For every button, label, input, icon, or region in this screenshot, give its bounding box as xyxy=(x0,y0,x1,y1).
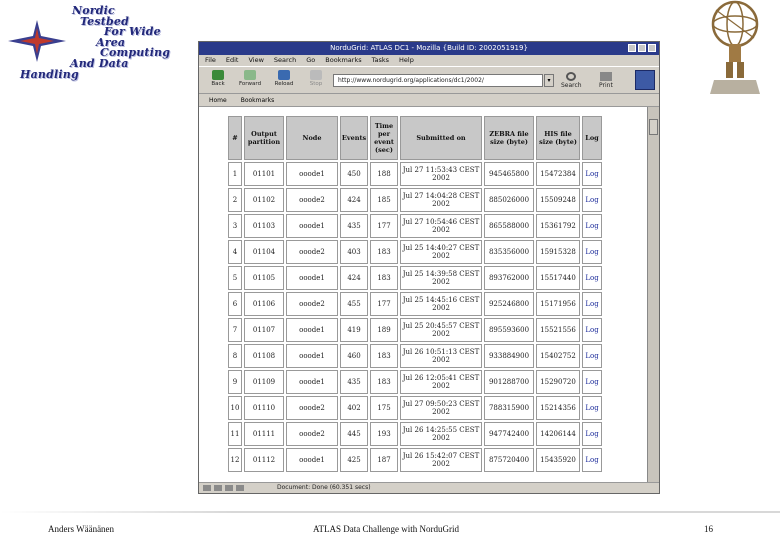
stop-icon xyxy=(310,70,322,80)
table-cell: 925246800 xyxy=(484,292,534,316)
table-cell: 183 xyxy=(370,370,398,394)
table-cell: 933884900 xyxy=(484,344,534,368)
logo-line: Nordic xyxy=(72,4,115,17)
table-cell: 460 xyxy=(340,344,368,368)
forward-label: Forward xyxy=(238,81,262,87)
back-arrow-icon xyxy=(212,70,224,80)
table-cell: 175 xyxy=(370,396,398,420)
table-cell: 865588000 xyxy=(484,214,534,238)
print-button[interactable] xyxy=(599,72,613,89)
table-cell: 901288700 xyxy=(484,370,534,394)
table-row xyxy=(228,214,602,238)
table-cell: 885026000 xyxy=(484,188,534,212)
table-cell: 01101 xyxy=(244,162,284,186)
table-row xyxy=(228,396,602,420)
footer-author: Anders Wäänänen xyxy=(48,524,115,534)
table-row xyxy=(228,370,602,394)
column-header: Submitted on xyxy=(400,116,482,160)
table-cell: ooode1 xyxy=(286,448,338,472)
menu-file[interactable]: File xyxy=(205,56,216,64)
log-link[interactable]: Log xyxy=(582,344,602,368)
reload-icon xyxy=(278,70,290,80)
table-cell: 435 xyxy=(340,214,368,238)
table-cell: 177 xyxy=(370,214,398,238)
table-cell: 3 xyxy=(228,214,242,238)
table-cell: 01105 xyxy=(244,266,284,290)
table-cell: 12 xyxy=(228,448,242,472)
footer-page-number: 16 xyxy=(704,524,713,534)
menu-tasks[interactable]: Tasks xyxy=(371,56,390,64)
menu-go[interactable]: Go xyxy=(306,56,316,64)
composer-icon[interactable] xyxy=(225,485,233,491)
table-cell: 875720400 xyxy=(484,448,534,472)
table-row xyxy=(228,162,602,186)
bookmarks-link[interactable]: Bookmarks xyxy=(240,97,275,104)
table-row xyxy=(228,266,602,290)
menu-view[interactable]: View xyxy=(248,56,264,64)
table-cell: Jul 26 15:42:07 CEST 2002 xyxy=(400,448,482,472)
table-cell: 455 xyxy=(340,292,368,316)
table-cell: 188 xyxy=(370,162,398,186)
table-cell: 187 xyxy=(370,448,398,472)
mail-icon[interactable] xyxy=(214,485,222,491)
window-title: NorduGrid: ATLAS DC1 - Mozilla {Build ID: 2002051919} xyxy=(330,44,528,52)
table-cell: 15214356 xyxy=(536,396,580,420)
table-cell: 15290720 xyxy=(536,370,580,394)
table-cell: 835356000 xyxy=(484,240,534,264)
log-link[interactable]: Log xyxy=(582,448,602,472)
table-cell: 15435920 xyxy=(536,448,580,472)
table-cell: Jul 26 14:25:55 CEST 2002 xyxy=(400,422,482,446)
column-header: Time per event (sec) xyxy=(370,116,398,160)
table-cell: 01111 xyxy=(244,422,284,446)
table-cell: Jul 27 11:53:43 CEST 2002 xyxy=(400,162,482,186)
log-link[interactable]: Log xyxy=(582,266,602,290)
table-cell: ooode2 xyxy=(286,240,338,264)
table-cell: 15472384 xyxy=(536,162,580,186)
search-icon xyxy=(566,72,576,81)
table-cell: 947742400 xyxy=(484,422,534,446)
table-cell: 183 xyxy=(370,240,398,264)
table-row xyxy=(228,292,602,316)
addressbook-icon[interactable] xyxy=(236,485,244,491)
table-cell: 2 xyxy=(228,188,242,212)
table-cell: ooode1 xyxy=(286,370,338,394)
print-label: Print xyxy=(599,82,613,89)
table-cell: ooode1 xyxy=(286,344,338,368)
url-field[interactable]: http://www.nordugrid.org/applications/dc1/2002/ xyxy=(333,74,543,87)
logo-line: Handling xyxy=(20,68,79,81)
table-cell: Jul 27 10:54:46 CEST 2002 xyxy=(400,214,482,238)
table-cell: 435 xyxy=(340,370,368,394)
status-text: Document: Done (60.351 secs) xyxy=(277,484,371,491)
log-link[interactable]: Log xyxy=(582,188,602,212)
table-cell: 445 xyxy=(340,422,368,446)
minimize-icon[interactable] xyxy=(628,44,636,52)
table-cell: 1 xyxy=(228,162,242,186)
reload-button[interactable] xyxy=(271,69,297,93)
table-cell: 15402752 xyxy=(536,344,580,368)
table-cell: Jul 27 14:04:28 CEST 2002 xyxy=(400,188,482,212)
reload-label: Reload xyxy=(274,81,294,87)
table-cell: Jul 26 10:51:13 CEST 2002 xyxy=(400,344,482,368)
table-cell: 01110 xyxy=(244,396,284,420)
table-cell: ooode2 xyxy=(286,422,338,446)
table-cell: 183 xyxy=(370,344,398,368)
table-cell: Jul 25 14:40:27 CEST 2002 xyxy=(400,240,482,264)
table-cell: 183 xyxy=(370,266,398,290)
table-cell: 14206144 xyxy=(536,422,580,446)
menu-search[interactable]: Search xyxy=(273,56,297,64)
page-content xyxy=(199,107,647,483)
navigator-icon[interactable] xyxy=(203,485,211,491)
stop-button[interactable] xyxy=(303,69,329,93)
logo-line: For Wide xyxy=(104,25,161,38)
column-header: ZEBRA file size (byte) xyxy=(484,116,534,160)
table-cell: 7 xyxy=(228,318,242,342)
table-row xyxy=(228,422,602,446)
search-button[interactable] xyxy=(561,72,582,89)
star-icon xyxy=(6,18,68,64)
column-header: Events xyxy=(340,116,368,160)
table-cell: Jul 25 20:45:57 CEST 2002 xyxy=(400,318,482,342)
table-cell: 9 xyxy=(228,370,242,394)
scrollbar-thumb[interactable] xyxy=(649,119,658,135)
table-cell: ooode2 xyxy=(286,188,338,212)
table-cell: Jul 27 09:50:23 CEST 2002 xyxy=(400,396,482,420)
log-link[interactable]: Log xyxy=(582,292,602,316)
back-button[interactable] xyxy=(205,69,231,93)
log-link[interactable]: Log xyxy=(582,370,602,394)
search-label: Search xyxy=(561,82,582,89)
nordugrid-logo xyxy=(6,4,174,84)
table-cell: ooode1 xyxy=(286,266,338,290)
table-cell: 419 xyxy=(340,318,368,342)
forward-button[interactable] xyxy=(237,69,263,93)
menu-help[interactable]: Help xyxy=(399,56,414,64)
table-row xyxy=(228,188,602,212)
column-header: Output partition xyxy=(244,116,284,160)
browser-window xyxy=(198,41,660,494)
table-cell: 15521556 xyxy=(536,318,580,342)
table-cell: 177 xyxy=(370,292,398,316)
atlas-statue-logo xyxy=(704,0,766,96)
log-link[interactable]: Log xyxy=(582,240,602,264)
table-cell: 425 xyxy=(340,448,368,472)
status-bar xyxy=(199,482,659,493)
table-cell: 01103 xyxy=(244,214,284,238)
table-cell: ooode2 xyxy=(286,396,338,420)
maximize-icon[interactable] xyxy=(638,44,646,52)
table-cell: 01112 xyxy=(244,448,284,472)
table-cell: 15361792 xyxy=(536,214,580,238)
close-icon[interactable] xyxy=(648,44,656,52)
table-cell: 11 xyxy=(228,422,242,446)
table-cell: ooode1 xyxy=(286,318,338,342)
table-cell: 424 xyxy=(340,188,368,212)
logo-line: And Data xyxy=(70,57,129,70)
table-row xyxy=(228,318,602,342)
footer-divider xyxy=(0,511,780,513)
table-cell: 189 xyxy=(370,318,398,342)
table-cell: 895593600 xyxy=(484,318,534,342)
footer-title: ATLAS Data Challenge with NorduGrid xyxy=(313,524,459,534)
log-link[interactable]: Log xyxy=(582,396,602,420)
table-cell: 6 xyxy=(228,292,242,316)
log-link[interactable]: Log xyxy=(582,214,602,238)
table-cell: 5 xyxy=(228,266,242,290)
table-cell: 424 xyxy=(340,266,368,290)
table-cell: 15915328 xyxy=(536,240,580,264)
table-cell: Jul 26 12:05:41 CEST 2002 xyxy=(400,370,482,394)
table-cell: 945465800 xyxy=(484,162,534,186)
personal-toolbar xyxy=(199,94,659,107)
table-row xyxy=(228,240,602,264)
back-label: Back xyxy=(211,81,225,87)
menu-bookmarks[interactable]: Bookmarks xyxy=(325,56,362,64)
table-header-row xyxy=(228,116,602,160)
vertical-scrollbar[interactable] xyxy=(647,107,659,483)
column-header: # xyxy=(228,116,242,160)
navigation-toolbar xyxy=(199,66,659,94)
table-cell: 450 xyxy=(340,162,368,186)
table-cell: 01106 xyxy=(244,292,284,316)
table-cell: 01102 xyxy=(244,188,284,212)
home-link[interactable]: Home xyxy=(209,97,227,104)
column-header: HIS file size (byte) xyxy=(536,116,580,160)
table-row xyxy=(228,448,602,472)
column-header: Node xyxy=(286,116,338,160)
column-header: Log xyxy=(582,116,602,160)
table-cell: 01104 xyxy=(244,240,284,264)
table-cell: 893762000 xyxy=(484,266,534,290)
table-cell: 185 xyxy=(370,188,398,212)
table-cell: ooode1 xyxy=(286,214,338,238)
forward-arrow-icon xyxy=(244,70,256,80)
logo-line: Computing xyxy=(100,46,171,59)
menu-bar xyxy=(199,55,659,66)
table-cell: 15171956 xyxy=(536,292,580,316)
log-link[interactable]: Log xyxy=(582,422,602,446)
table-row xyxy=(228,344,602,368)
table-cell: 193 xyxy=(370,422,398,446)
log-link[interactable]: Log xyxy=(582,318,602,342)
url-dropdown-icon[interactable]: ▾ xyxy=(544,74,554,87)
table-cell: 15517440 xyxy=(536,266,580,290)
table-cell: Jul 25 14:39:58 CEST 2002 xyxy=(400,266,482,290)
jobs-table xyxy=(226,114,604,474)
logo-line: Testbed xyxy=(80,15,129,28)
table-cell: 01108 xyxy=(244,344,284,368)
table-cell: 403 xyxy=(340,240,368,264)
table-cell: 01109 xyxy=(244,370,284,394)
table-cell: 01107 xyxy=(244,318,284,342)
table-cell: 8 xyxy=(228,344,242,368)
table-cell: Jul 25 14:45:16 CEST 2002 xyxy=(400,292,482,316)
table-cell: 10 xyxy=(228,396,242,420)
stop-label: Stop xyxy=(309,81,323,87)
table-cell: 402 xyxy=(340,396,368,420)
mozilla-logo-icon[interactable] xyxy=(635,70,655,90)
logo-line: Area xyxy=(96,36,126,49)
log-link[interactable]: Log xyxy=(582,162,602,186)
table-cell: ooode1 xyxy=(286,162,338,186)
table-cell: ooode2 xyxy=(286,292,338,316)
table-cell: 4 xyxy=(228,240,242,264)
printer-icon xyxy=(600,72,612,81)
window-titlebar[interactable] xyxy=(199,42,659,55)
menu-edit[interactable]: Edit xyxy=(225,56,239,64)
table-cell: 15509248 xyxy=(536,188,580,212)
table-cell: 788315900 xyxy=(484,396,534,420)
